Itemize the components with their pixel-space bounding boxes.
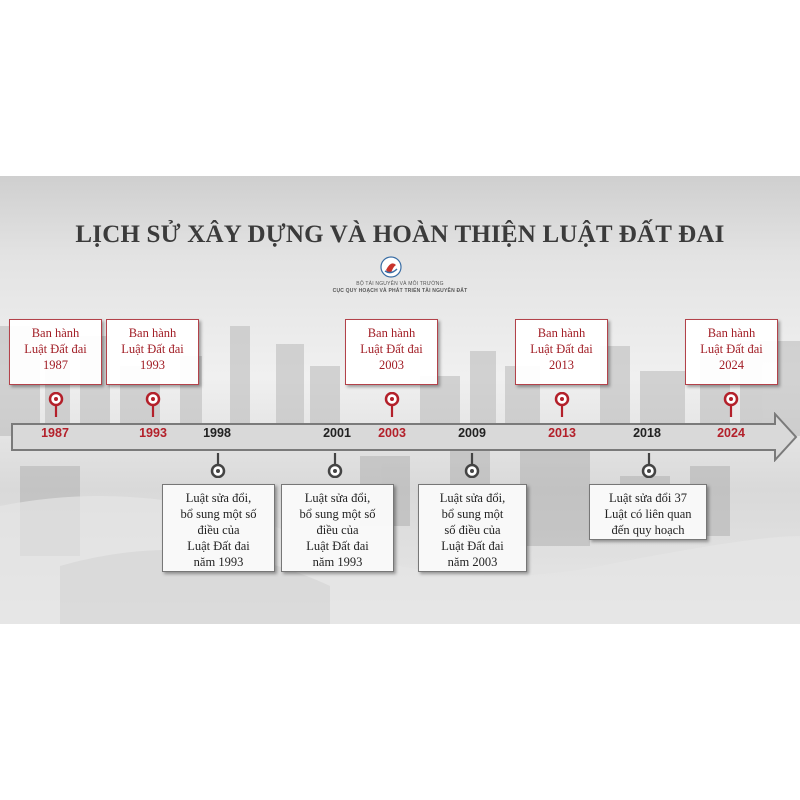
page-title: LỊCH SỬ XÂY DỰNG VÀ HOÀN THIỆN LUẬT ĐẤT ĐAI — [75, 221, 725, 248]
year-2013: 2013 — [548, 426, 576, 440]
event-line: Luật Đất đai — [360, 342, 423, 356]
event-line: 1987 — [43, 358, 68, 372]
event-box-enacted-1993 — [106, 319, 199, 385]
event-box-amended-2001 — [281, 484, 394, 572]
event-line: Ban hành — [367, 326, 416, 340]
event-box-enacted-2024 — [685, 319, 778, 385]
map-pin-icon — [327, 452, 343, 478]
event-line: 2024 — [719, 358, 744, 372]
year-2009: 2009 — [458, 426, 486, 440]
event-line: Ban hành — [128, 326, 177, 340]
year-2003: 2003 — [378, 426, 406, 440]
event-line: Luật Đất đai — [121, 342, 184, 356]
event-line: Luật sửa đổi, — [439, 491, 506, 505]
event-line: bổ sung một số — [299, 507, 376, 521]
event-line: điều của — [197, 523, 240, 537]
event-line: năm 1993 — [312, 555, 363, 569]
ministry-logo-icon — [380, 256, 402, 278]
event-line: Ban hành — [707, 326, 756, 340]
map-pin-icon — [145, 392, 161, 418]
event-line: bổ sung một số — [180, 507, 257, 521]
map-pin-icon — [48, 392, 64, 418]
event-line: Luật Đất đai — [306, 539, 369, 553]
event-line: số điều của — [444, 523, 501, 537]
event-box-amended-1998 — [162, 484, 275, 572]
map-pin-icon — [554, 392, 570, 418]
map-pin-icon — [464, 452, 480, 478]
year-1987: 1987 — [41, 426, 69, 440]
event-line: Luật Đất đai — [530, 342, 593, 356]
event-line: 1993 — [140, 358, 165, 372]
event-box-enacted-1987 — [9, 319, 102, 385]
event-line: Luật Đất đai — [187, 539, 250, 553]
event-box-enacted-2003 — [345, 319, 438, 385]
event-line: 2003 — [379, 358, 404, 372]
event-line: Luật sửa đổi, — [185, 491, 252, 505]
event-box-amended-2009 — [418, 484, 527, 572]
event-line: 2013 — [549, 358, 574, 372]
year-1993: 1993 — [139, 426, 167, 440]
event-box-enacted-2013 — [515, 319, 608, 385]
event-line: Luật Đất đai — [700, 342, 763, 356]
slide — [0, 176, 800, 624]
event-line: Luật sửa đổi, — [304, 491, 371, 505]
event-line: năm 1993 — [193, 555, 244, 569]
event-box-amended-2018 — [589, 484, 707, 540]
map-pin-icon — [723, 392, 739, 418]
map-pin-icon — [210, 452, 226, 478]
event-line: Luật Đất đai — [24, 342, 87, 356]
event-line: điều của — [316, 523, 359, 537]
year-2024: 2024 — [717, 426, 745, 440]
event-line: đến quy hoạch — [611, 523, 685, 537]
map-pin-icon — [641, 452, 657, 478]
year-2001: 2001 — [323, 426, 351, 440]
year-2018: 2018 — [633, 426, 661, 440]
event-line: Luật Đất đai — [441, 539, 504, 553]
ministry-name: BỘ TÀI NGUYÊN VÀ MÔI TRƯỜNG — [356, 281, 444, 287]
event-line: Luật có liên quan — [604, 507, 692, 521]
event-line: Ban hành — [537, 326, 586, 340]
department-name: CỤC QUY HOẠCH VÀ PHÁT TRIỂN TÀI NGUYÊN ĐẤT — [332, 288, 468, 294]
map-pin-icon — [384, 392, 400, 418]
event-line: Ban hành — [31, 326, 80, 340]
year-1998: 1998 — [203, 426, 231, 440]
event-line: năm 2003 — [447, 555, 498, 569]
event-line: bổ sung một — [441, 507, 504, 521]
event-line: Luật sửa đổi 37 — [609, 491, 687, 505]
